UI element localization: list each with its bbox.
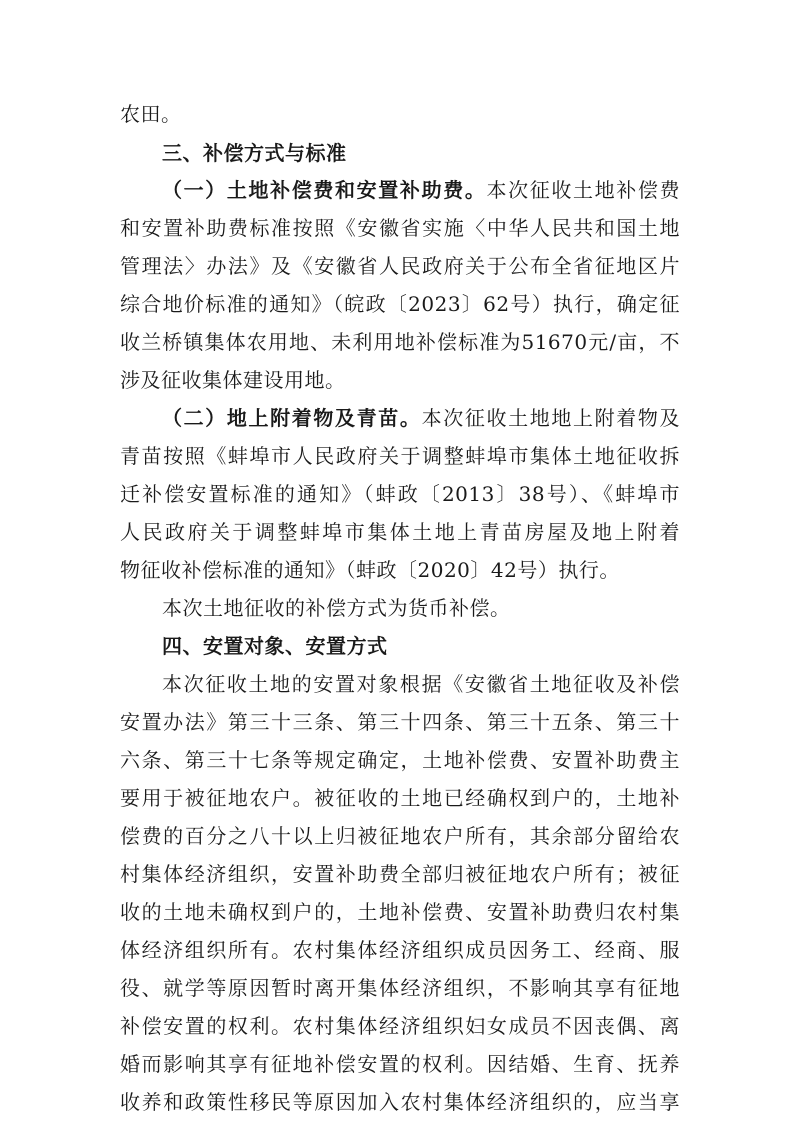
text-line: 六条、第三十七条等规定确定，土地补偿费、安置补助费主	[120, 748, 680, 772]
text-span: 本次征收土地补偿费	[486, 178, 681, 202]
text-line: 涉及征收集体建设用地。	[120, 368, 346, 392]
subsection-heading: （一）土地补偿费和安置补助费。	[162, 178, 487, 202]
text-line: 综合地价标准的通知》（皖政〔2023〕62号）执行，确定征	[120, 292, 680, 316]
section-heading: 四、安置对象、安置方式	[162, 634, 388, 658]
text-line: 村集体经济组织，安置补助费全部归被征地农户所有；被征	[120, 862, 680, 886]
text-line: 体经济组织所有。农村集体经济组织成员因务工、经商、服	[120, 938, 680, 962]
text-span: 本次征收土地地上附着物及	[421, 406, 681, 430]
text-line: 物征收补偿标准的通知》（蚌政〔2020〕42号）执行。	[120, 558, 620, 582]
text-line	[162, 406, 680, 430]
text-line: 青苗按照《蚌埠市人民政府关于调整蚌埠市集体土地征收拆	[120, 444, 680, 468]
text-line: 管理法〉办法》及《安徽省人民政府关于公布全省征地区片	[120, 254, 680, 278]
text-line	[162, 178, 680, 202]
text-line: 役、就学等原因暂时离开集体经济组织，不影响其享有征地	[120, 976, 680, 1000]
text-line: 偿费的百分之八十以上归被征地农户所有，其余部分留给农	[120, 824, 680, 848]
text-line: 补偿安置的权利。农村集体经济组织妇女成员不因丧偶、离	[120, 1014, 680, 1038]
text-line: 收养和政策性移民等原因加入农村集体经济组织的，应当享	[120, 1090, 680, 1114]
text-line: 人民政府关于调整蚌埠市集体土地上青苗房屋及地上附着	[120, 520, 680, 544]
subsection-heading: （二）地上附着物及青苗。	[162, 406, 422, 430]
text-line: 本次征收土地的安置对象根据《安徽省土地征收及补偿	[162, 672, 680, 696]
text-line: 农田。	[120, 102, 182, 126]
text-line: 迁补偿安置标准的通知》（蚌政〔2013〕38号）、《蚌埠市	[120, 482, 680, 506]
text-line: 本次土地征收的补偿方式为货币补偿。	[162, 596, 511, 620]
section-heading: 三、补偿方式与标准	[162, 141, 347, 165]
text-line: 要用于被征地农户。被征收的土地已经确权到户的，土地补	[120, 786, 680, 810]
text-line: 和安置补助费标准按照《安徽省实施〈中华人民共和国土地	[120, 216, 680, 240]
text-line: 安置办法》第三十三条、第三十四条、第三十五条、第三十	[120, 710, 680, 734]
text-line: 收兰桥镇集体农用地、未利用地补偿标准为51670元/亩，不	[120, 330, 680, 354]
text-line: 收的土地未确权到户的，土地补偿费、安置补助费归农村集	[120, 900, 680, 924]
text-line: 婚而影响其享有征地补偿安置的权利。因结婚、生育、抚养	[120, 1052, 680, 1076]
